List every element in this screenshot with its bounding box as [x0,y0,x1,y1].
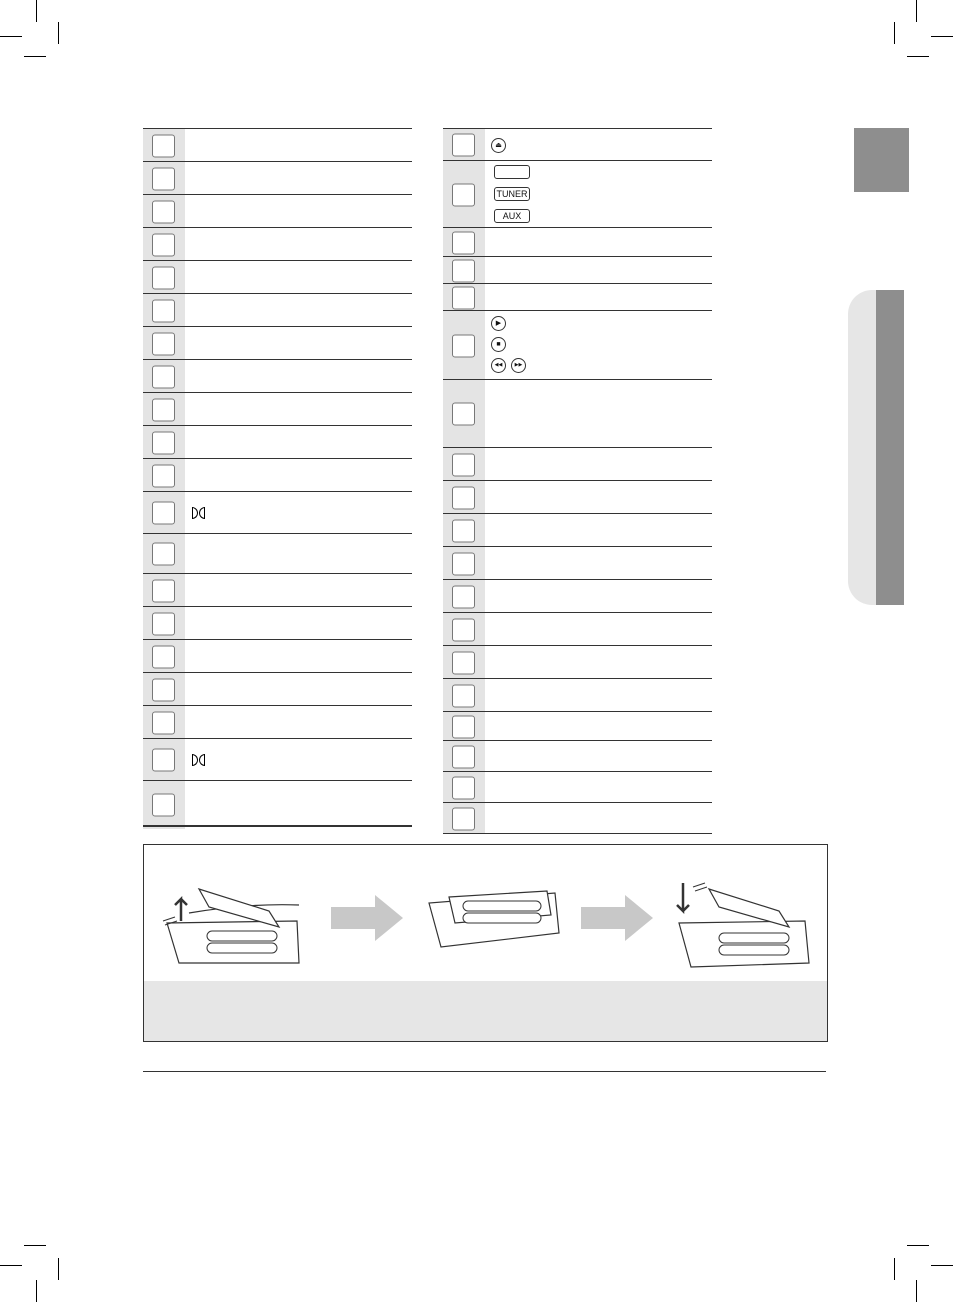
right-table-row [443,678,712,712]
row-number-box [452,453,475,476]
row-number-cell [443,712,485,741]
row-description [489,448,712,481]
stop-button-icon: ■ [491,337,506,352]
right-table-row [443,711,712,741]
right-table-row [443,256,712,284]
right-table-row [443,645,712,679]
row-number-cell [143,327,185,360]
row-number-cell [443,448,485,481]
row-description [489,257,712,284]
dolby-logo-icon [192,754,206,766]
row-number-cell [443,772,485,803]
row-description [489,284,712,311]
row-number-cell [143,360,185,393]
crop-mark [58,22,59,44]
row-number-cell [143,393,185,426]
row-number-cell [443,547,485,580]
row-number-cell [143,261,185,294]
row-description [489,712,712,741]
crop-mark [894,1258,895,1280]
step-insert-batteries-illustration [419,863,569,973]
row-number-box [452,231,475,254]
crop-mark [36,1280,37,1302]
row-number-box [152,645,175,668]
row-number-cell [143,195,185,228]
right-table-row [443,379,712,448]
row-number-box [452,183,475,206]
row-number-cell [143,162,185,195]
left-table-row [143,194,412,228]
row-number-cell [443,514,485,547]
row-description [189,393,412,426]
right-table-row [443,480,712,514]
row-number-cell [443,257,485,284]
row-number-box [152,365,175,388]
left-table-row [143,738,412,781]
row-description [189,739,412,781]
row-number-box [452,286,475,309]
row-number-cell [443,646,485,679]
row-number-box [152,233,175,256]
row-number-box [452,134,475,157]
row-number-box [452,259,475,282]
row-number-box [452,776,475,799]
row-number-box [452,585,475,608]
row-number-box [152,678,175,701]
row-description [189,129,412,162]
row-number-cell [443,129,485,161]
row-number-cell [443,580,485,613]
arrow-right-icon [581,895,653,941]
row-number-cell [143,673,185,706]
crop-mark [907,56,929,57]
remote-functions-table-left [143,128,412,826]
row-number-cell [143,129,185,162]
row-number-box [452,403,475,426]
row-description [189,534,412,574]
row-number-cell [143,228,185,261]
crop-mark [931,1265,953,1266]
row-number-box [152,134,175,157]
row-description [189,162,412,195]
row-description [489,161,712,228]
row-description [489,481,712,514]
row-description [489,646,712,679]
left-table-row [143,672,412,706]
row-number-box [452,715,475,738]
fast-forward-button-icon: ▶▶ [511,358,526,373]
row-number-cell [143,534,185,574]
right-table-row [443,283,712,311]
crop-mark [894,22,895,44]
left-table-row [143,359,412,393]
row-description [489,380,712,448]
right-table-row [443,579,712,613]
tuner-button-icon: TUNER [494,187,530,201]
row-number-cell [443,311,485,380]
row-number-box [452,334,475,357]
row-number-cell [143,706,185,739]
row-number-cell [443,679,485,712]
eject-button-icon: ⏏ [491,138,506,153]
chapter-tab-marker [876,290,904,605]
row-description [189,640,412,673]
row-number-box [152,502,175,525]
left-table-row [143,227,412,261]
left-table-row [143,161,412,195]
right-table-row [443,771,712,803]
left-table-row [143,780,412,829]
row-number-cell [443,803,485,834]
dolby-logo-icon [192,507,206,519]
crop-mark [0,36,22,37]
row-number-box [152,612,175,635]
row-description [489,772,712,803]
row-description [489,803,712,834]
row-description [489,613,712,646]
row-description [189,360,412,393]
row-description [489,547,712,580]
right-table-row [443,310,712,380]
row-description [189,706,412,739]
row-description [489,514,712,547]
left-table-row [143,425,412,459]
aux-button-icon: AUX [494,209,530,223]
row-description [189,195,412,228]
row-number-cell [443,228,485,257]
crop-mark [907,1245,929,1246]
left-table-row [143,533,412,574]
source-button-icon [494,165,530,179]
row-number-box [452,807,475,830]
row-number-box [152,464,175,487]
table-bottom-rule [443,833,712,834]
row-number-cell [143,294,185,327]
row-description [189,492,412,534]
step-open-cover-illustration [159,863,309,973]
right-table-row [443,513,712,547]
left-table-row [143,392,412,426]
crop-mark [916,1280,917,1302]
remote-functions-table-right [443,128,712,834]
right-table-row [443,612,712,646]
row-number-cell [143,492,185,534]
left-table-row [143,260,412,294]
row-description [189,228,412,261]
step-close-cover-illustration [669,863,819,973]
battery-installation-panel [143,844,828,1042]
right-table-row [443,802,712,834]
rewind-button-icon: ◀◀ [491,358,506,373]
row-description [189,781,412,829]
row-number-box [152,299,175,322]
row-number-box [152,266,175,289]
crop-mark [36,0,37,22]
row-description [489,741,712,772]
left-table-row [143,639,412,673]
row-number-box [152,794,175,817]
row-number-cell [443,380,485,448]
row-description [189,327,412,360]
left-table-row [143,326,412,360]
row-number-box [152,398,175,421]
left-table-row [143,458,412,492]
crop-mark [916,0,917,22]
row-number-cell [143,781,185,829]
row-number-box [152,711,175,734]
row-description [189,261,412,294]
row-description [189,459,412,492]
battery-caption-band [144,981,827,1041]
row-number-box [152,431,175,454]
crop-mark [24,56,46,57]
right-table-row [443,227,712,257]
row-number-box [152,167,175,190]
row-description [189,426,412,459]
row-number-cell [143,739,185,781]
crop-mark [0,1265,22,1266]
section-tab-marker [854,128,909,192]
row-number-box [452,552,475,575]
row-description [189,294,412,327]
row-description [489,580,712,613]
row-number-box [152,749,175,772]
crop-mark [58,1258,59,1280]
row-number-cell [443,613,485,646]
row-number-box [452,519,475,542]
left-table-row [143,606,412,640]
row-number-cell [443,741,485,772]
right-table-row [443,447,712,481]
footer-rule [143,1071,826,1072]
row-description [489,228,712,257]
row-number-cell [143,426,185,459]
row-number-box [152,579,175,602]
play-pause-button-icon: ▶ [491,316,506,331]
left-table-row [143,491,412,534]
row-number-box [152,543,175,566]
row-number-box [152,200,175,223]
crop-mark [931,36,953,37]
left-table-row [143,573,412,607]
row-description [189,607,412,640]
row-number-box [452,684,475,707]
crop-mark [24,1245,46,1246]
arrow-right-icon [331,895,403,941]
row-number-cell [143,607,185,640]
row-number-cell [143,574,185,607]
row-number-box [452,486,475,509]
row-number-cell [443,481,485,514]
right-table-row [443,546,712,580]
row-description [189,574,412,607]
row-number-cell [143,459,185,492]
right-table-row [443,128,712,161]
row-number-cell [443,161,485,228]
table-bottom-rule [143,825,412,827]
row-description [489,311,712,380]
left-table-row [143,128,412,162]
row-number-box [452,651,475,674]
row-description [489,679,712,712]
row-number-box [452,745,475,768]
left-table-row [143,293,412,327]
right-table-row [443,160,712,228]
left-table-row [143,705,412,739]
row-number-cell [443,284,485,311]
row-description [489,129,712,161]
row-number-box [152,332,175,355]
row-number-box [452,618,475,641]
right-table-row [443,740,712,772]
row-description [189,673,412,706]
row-number-cell [143,640,185,673]
